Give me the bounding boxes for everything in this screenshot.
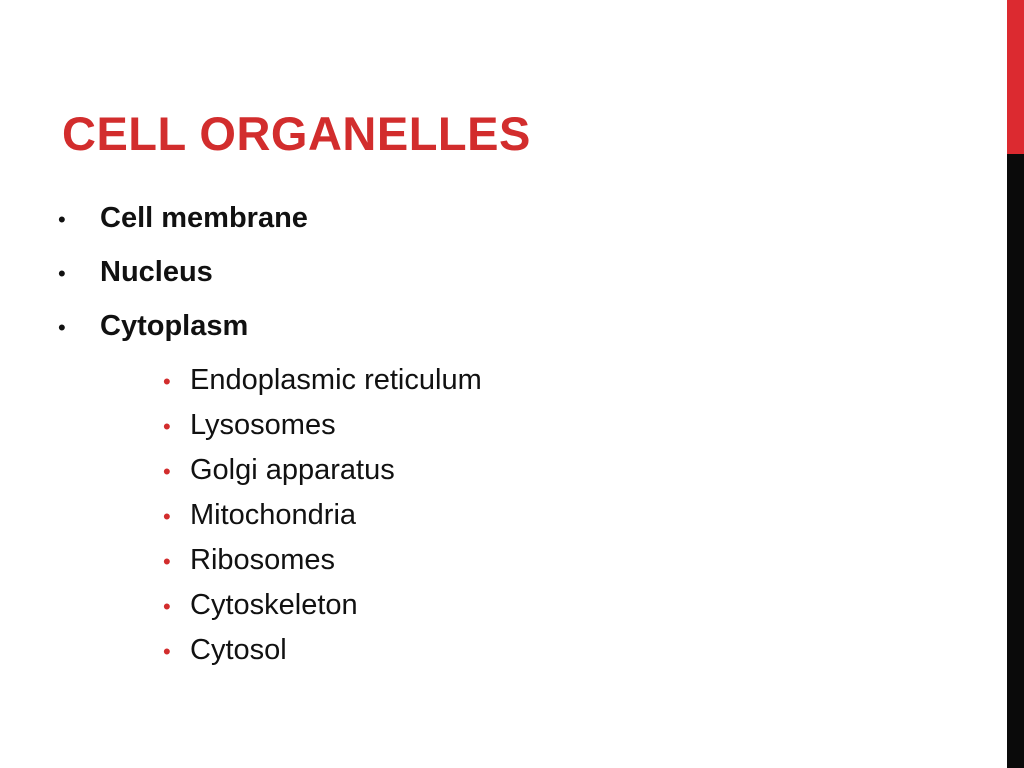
sub-bullet-item	[163, 358, 482, 403]
red-bullet-dot-icon: •	[163, 594, 171, 619]
bullet-list	[58, 196, 308, 358]
red-bullet-dot-icon: •	[163, 549, 171, 574]
sub-bullet-text: Golgi apparatus	[190, 454, 395, 486]
bullet-text: Cell membrane	[100, 202, 308, 234]
accent-bar-red	[1007, 0, 1024, 154]
accent-bar-black	[1007, 154, 1024, 768]
sub-bullet-item	[163, 448, 482, 493]
sub-bullet-item	[163, 538, 482, 583]
bullet-dot-icon: •	[58, 315, 66, 340]
sub-bullet-text: Cytoskeleton	[190, 589, 358, 621]
sub-bullet-text: Cytosol	[190, 634, 287, 666]
sub-bullet-list	[163, 358, 482, 673]
bullet-item	[58, 196, 308, 250]
red-bullet-dot-icon: •	[163, 504, 171, 529]
red-bullet-dot-icon: •	[163, 414, 171, 439]
bullet-item	[58, 304, 308, 358]
sub-bullet-text: Mitochondria	[190, 499, 357, 531]
bullet-dot-icon: •	[58, 261, 66, 286]
bullet-item	[58, 250, 308, 304]
slide-title: CELL ORGANELLES	[62, 107, 531, 160]
sub-bullet-item	[163, 583, 482, 628]
sub-bullet-text: Endoplasmic reticulum	[190, 364, 482, 396]
sub-bullet-text: Ribosomes	[190, 544, 336, 576]
sub-bullet-item	[163, 628, 482, 673]
red-bullet-dot-icon: •	[163, 639, 171, 664]
bullet-text: Cytoplasm	[100, 310, 249, 342]
red-bullet-dot-icon: •	[163, 369, 171, 394]
sub-bullet-item	[163, 493, 482, 538]
bullet-text: Nucleus	[100, 256, 213, 288]
red-bullet-dot-icon: •	[163, 459, 171, 484]
bullet-dot-icon: •	[58, 207, 66, 232]
sub-bullet-item	[163, 403, 482, 448]
sub-bullet-text: Lysosomes	[190, 409, 336, 441]
